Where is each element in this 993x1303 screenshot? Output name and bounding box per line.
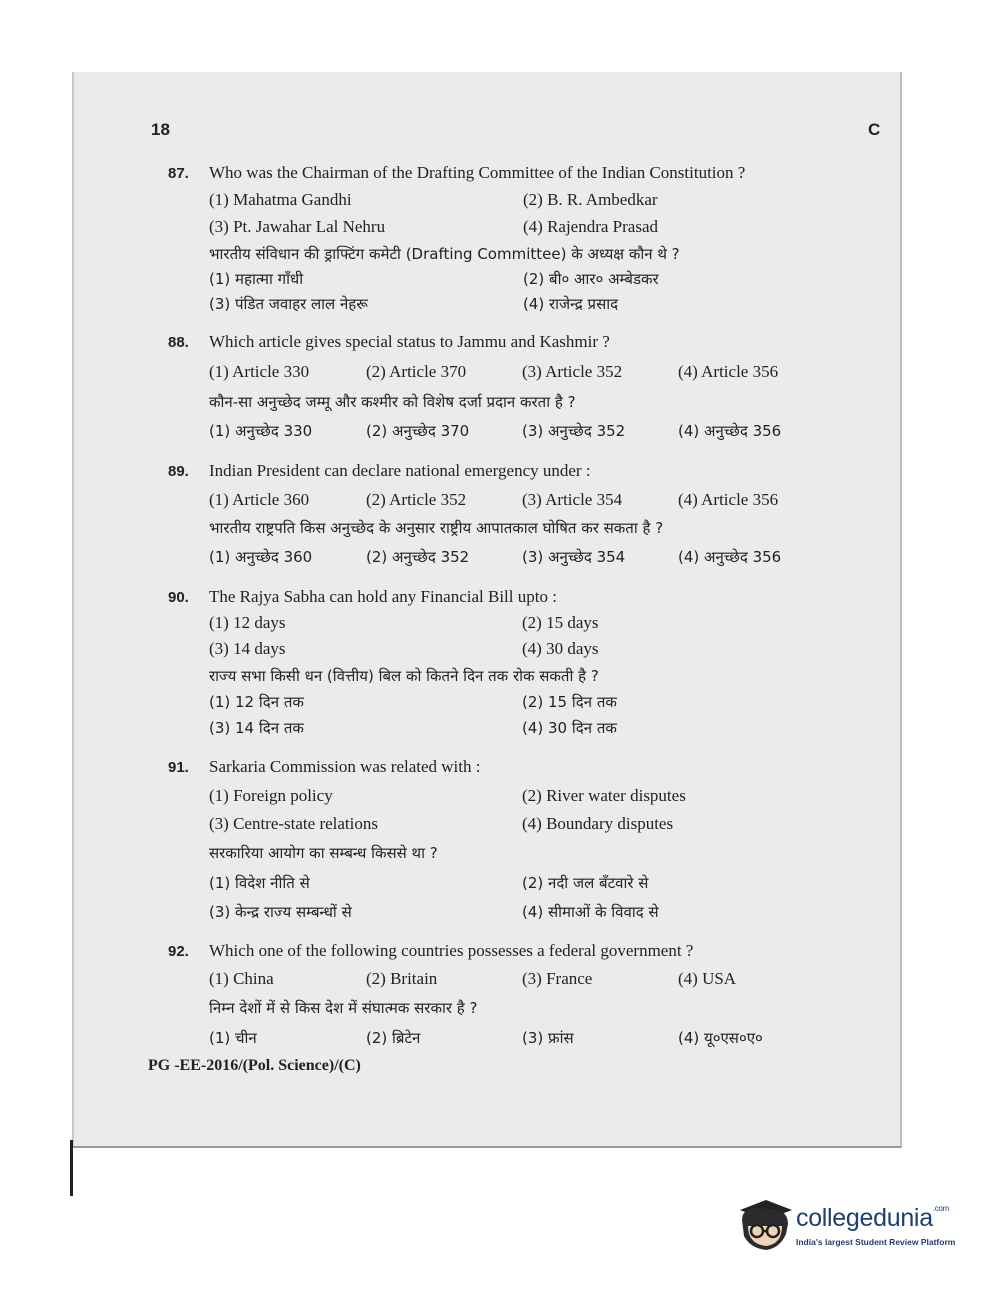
- option-hi-1: (1) अनुच्छेद 330: [209, 422, 313, 440]
- option-hi-2: (2) अनुच्छेद 370: [366, 422, 470, 440]
- paper-code-footer: PG -EE-2016/(Pol. Science)/(C): [148, 1057, 361, 1074]
- option-hi-2: (2) नदी जल बँटवारे से: [522, 874, 649, 892]
- question-number: 89.: [168, 463, 189, 480]
- set-letter: C: [868, 120, 881, 139]
- option-hi-4: (4) अनुच्छेद 356: [678, 548, 782, 566]
- option-en-1: (1) Article 360: [209, 490, 310, 509]
- option-en-1: (1) Mahatma Gandhi: [209, 190, 352, 209]
- question-text-hi: भारतीय संविधान की ड्राफ्टिंग कमेटी (Drafting Committee) के अध्यक्ष कौन थे ?: [209, 245, 680, 263]
- collegedunia-logo[interactable]: [736, 1196, 961, 1256]
- option-en-1: (1) Foreign policy: [209, 786, 333, 805]
- question-number: 90.: [168, 589, 189, 606]
- option-en-3: (3) Article 352: [522, 362, 623, 381]
- option-hi-1: (1) चीन: [209, 1029, 257, 1047]
- option-hi-4: (4) यू०एस०ए०: [678, 1029, 763, 1047]
- scan-edge-mark: [70, 1140, 73, 1196]
- option-en-1: (1) 12 days: [209, 613, 286, 632]
- option-hi-1: (1) अनुच्छेद 360: [209, 548, 313, 566]
- option-hi-4: (4) 30 दिन तक: [522, 719, 617, 737]
- option-en-4: (4) Article 356: [678, 362, 779, 381]
- option-en-3: (3) France: [522, 969, 593, 988]
- option-hi-3: (3) अनुच्छेद 352: [522, 422, 626, 440]
- option-hi-1: (1) महात्मा गाँधी: [209, 270, 304, 288]
- option-en-3: (3) Pt. Jawahar Lal Nehru: [209, 217, 386, 236]
- option-hi-1: (1) विदेश नीति से: [209, 874, 310, 892]
- question-text-en: Indian President can declare national emergency under :: [209, 461, 591, 480]
- option-hi-4: (4) राजेन्द्र प्रसाद: [523, 295, 619, 313]
- option-hi-3: (3) पंडित जवाहर लाल नेहरू: [209, 295, 368, 313]
- exam-page: [72, 72, 902, 1148]
- option-hi-3: (3) अनुच्छेद 354: [522, 548, 626, 566]
- option-hi-2: (2) 15 दिन तक: [522, 693, 617, 711]
- option-hi-3: (3) 14 दिन तक: [209, 719, 304, 737]
- question-number: 91.: [168, 759, 189, 776]
- question-number: 88.: [168, 334, 189, 351]
- option-hi-4: (4) सीमाओं के विवाद से: [522, 903, 659, 921]
- option-en-2: (2) River water disputes: [522, 786, 686, 805]
- option-en-4: (4) 30 days: [522, 639, 599, 658]
- option-en-1: (1) China: [209, 969, 274, 988]
- option-en-4: (4) Rajendra Prasad: [523, 217, 659, 236]
- option-hi-2: (2) ब्रिटेन: [366, 1029, 421, 1047]
- option-en-1: (1) Article 330: [209, 362, 310, 381]
- question-number: 92.: [168, 943, 189, 960]
- option-en-2: (2) B. R. Ambedkar: [523, 190, 658, 209]
- logo-suffix: .com: [932, 1204, 949, 1213]
- option-hi-2: (2) बी० आर० अम्बेडकर: [523, 270, 659, 288]
- question-text-en: Who was the Chairman of the Drafting Committee of the Indian Constitution ?: [209, 163, 746, 182]
- logo-name: collegedunia$^{.com}$: [796, 1204, 949, 1232]
- option-hi-2: (2) अनुच्छेद 352: [366, 548, 470, 566]
- question-text-hi: निम्न देशों में से किस देश में संघात्मक सरकार है ?: [209, 999, 478, 1017]
- option-en-4: (4) Boundary disputes: [522, 814, 674, 833]
- question-text-en: Sarkaria Commission was related with :: [209, 757, 481, 776]
- option-en-4: (4) USA: [678, 969, 737, 988]
- option-hi-1: (1) 12 दिन तक: [209, 693, 304, 711]
- question-text-en: The Rajya Sabha can hold any Financial Bill upto :: [209, 587, 557, 606]
- question-text-hi: राज्य सभा किसी धन (वित्तीय) बिल को कितने दिन तक रोक सकती है ?: [209, 667, 599, 685]
- option-en-2: (2) 15 days: [522, 613, 599, 632]
- option-en-2: (2) Britain: [366, 969, 438, 988]
- option-en-2: (2) Article 352: [366, 490, 467, 509]
- question-text-en: Which one of the following countries possesses a federal government ?: [209, 941, 694, 960]
- student-mascot-icon: [736, 1196, 794, 1254]
- option-hi-3: (3) फ्रांस: [522, 1029, 574, 1047]
- option-en-3: (3) 14 days: [209, 639, 286, 658]
- question-text-hi: भारतीय राष्ट्रपति किस अनुच्छेद के अनुसार राष्ट्रीय आपातकाल घोषित कर सकता है ?: [209, 519, 664, 537]
- option-en-4: (4) Article 356: [678, 490, 779, 509]
- logo-tagline: India's largest Student Review Platform: [796, 1237, 956, 1247]
- option-hi-4: (4) अनुच्छेद 356: [678, 422, 782, 440]
- question-text-hi: सरकारिया आयोग का सम्बन्ध किससे था ?: [209, 844, 438, 862]
- question-text-en: Which article gives special status to Jammu and Kashmir ?: [209, 332, 610, 351]
- option-hi-3: (3) केन्द्र राज्य सम्बन्धों से: [209, 903, 352, 921]
- option-en-3: (3) Article 354: [522, 490, 623, 509]
- question-text-hi: कौन-सा अनुच्छेद जम्मू और कश्मीर को विशेष दर्जा प्रदान करता है ?: [209, 393, 576, 411]
- option-en-2: (2) Article 370: [366, 362, 467, 381]
- question-number: 87.: [168, 165, 189, 182]
- page-number: 18: [151, 120, 170, 139]
- option-en-3: (3) Centre-state relations: [209, 814, 378, 833]
